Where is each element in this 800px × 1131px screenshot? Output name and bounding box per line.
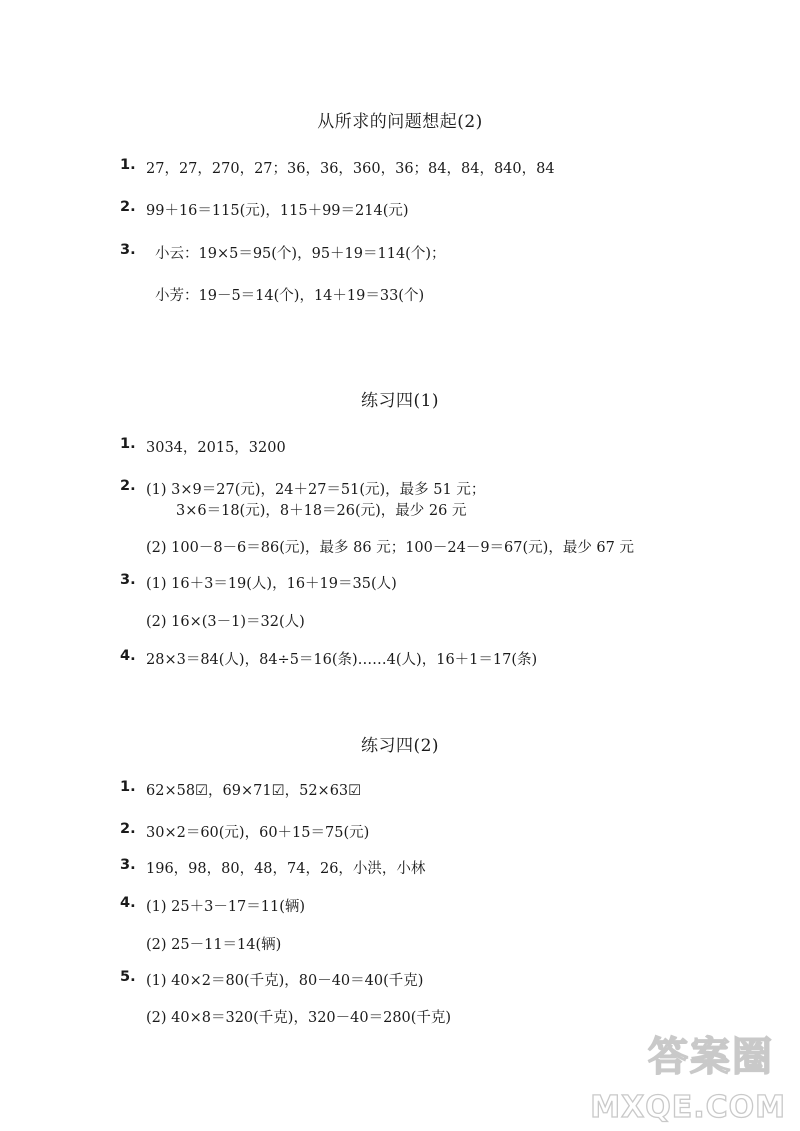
- item-number: 3.: [120, 572, 136, 588]
- section-title: 从所求的问题想起(2): [317, 112, 483, 132]
- section-title: 练习四(2): [360, 736, 440, 756]
- item-text: (1) 16＋3＝19(人)，16＋19＝35(人): [146, 576, 397, 592]
- item-number: 1.: [120, 436, 136, 452]
- item-text: 196，98，80，48，74，26，小洪，小林: [146, 861, 426, 877]
- item-number: 2.: [120, 478, 136, 494]
- item-text: 3034，2015，3200: [146, 440, 286, 456]
- item-number: 2.: [120, 199, 136, 215]
- item-text: 小云：19×5＝95(个)，95＋19＝114(个)；: [155, 246, 446, 262]
- section-title: 练习四(1): [360, 391, 440, 411]
- watermark-logo: [590, 1025, 786, 1125]
- item-number: 3.: [120, 242, 136, 258]
- item-text: (1) 40×2＝80(千克)，80－40＝40(千克): [146, 973, 424, 989]
- item-text: 30×2＝60(元)，60＋15＝75(元): [146, 825, 370, 841]
- item-text: 28×3＝84(人)，84÷5＝16(条)……4(人)，16＋1＝17(条): [146, 652, 538, 668]
- item-text: 小芳：19－5＝14(个)，14＋19＝33(个): [155, 288, 425, 304]
- item-text: 99＋16＝115(元)，115＋99＝214(元): [146, 203, 409, 219]
- item-number: 1.: [120, 157, 136, 173]
- item-text: (2) 16×(3－1)＝32(人): [146, 614, 305, 630]
- item-text: (1) 25＋3－17＝11(辆): [146, 899, 306, 915]
- item-number: 4.: [120, 895, 136, 911]
- item-number: 3.: [120, 857, 136, 873]
- watermark-brand: 答案圈: [648, 1034, 774, 1080]
- item-text: 62×58☑，69×71☑，52×63☑: [146, 783, 362, 799]
- item-text: 3×6＝18(元)，8＋18＝26(元)，最少 26 元: [176, 503, 467, 519]
- item-text: (1) 3×9＝27(元)，24＋27＝51(元)，最多 51 元；: [146, 482, 486, 498]
- watermark-domain: MXQE.COM: [590, 1090, 786, 1125]
- item-text: (2) 25－11＝14(辆): [146, 937, 282, 953]
- item-text: (2) 40×8＝320(千克)，320－40＝280(千克): [146, 1010, 452, 1026]
- item-text: 27，27，270，27；36，36，360，36；84，84，840，84: [146, 161, 555, 177]
- item-number: 4.: [120, 648, 136, 664]
- item-text: (2) 100－8－6＝86(元)，最多 86 元；100－24－9＝67(元)，最少 67 元: [146, 540, 634, 556]
- item-number: 5.: [120, 969, 136, 985]
- item-number: 1.: [120, 779, 136, 795]
- item-number: 2.: [120, 821, 136, 837]
